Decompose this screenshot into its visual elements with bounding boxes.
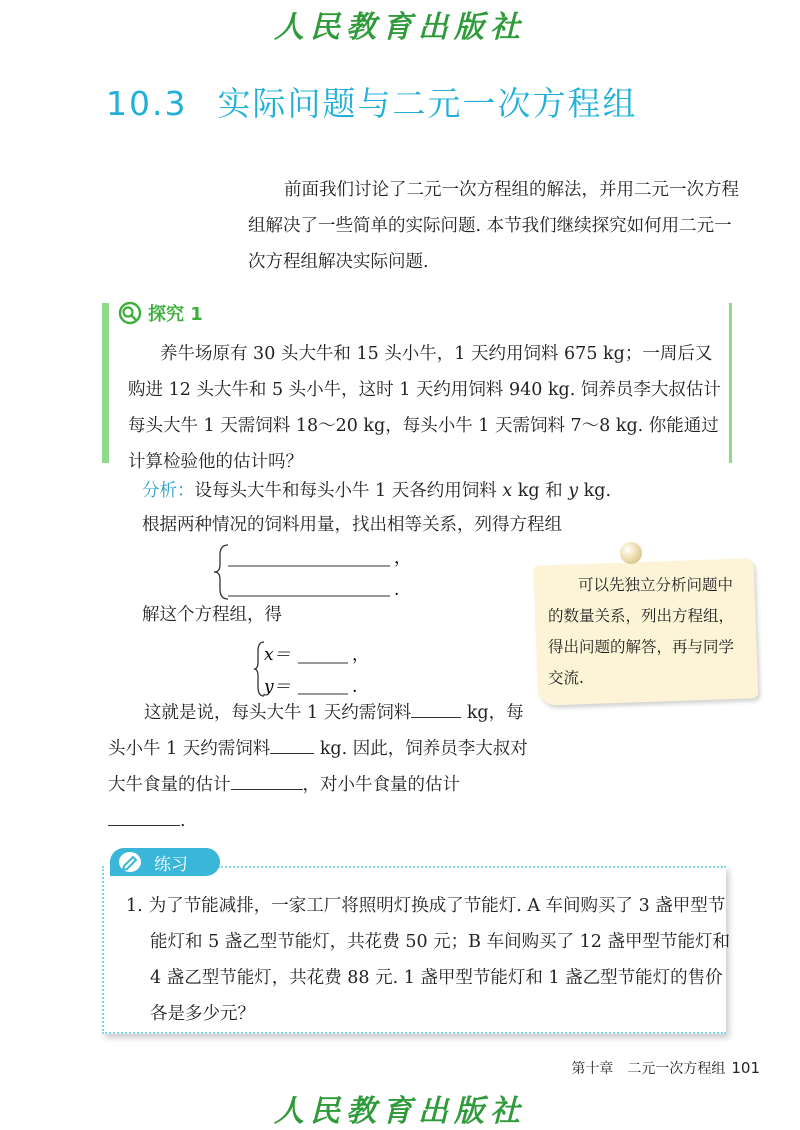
explore-icon: [118, 301, 142, 325]
question-number: 1.: [126, 896, 143, 916]
practice-label: 练习: [154, 854, 188, 875]
question-text: 为了节能减排，一家工厂将照明灯换成了节能灯. A 车间购买了 3 盏甲型节能灯和 5 盏乙型节能灯，共花费 50 元；B 车间购买了 12 盏甲型节能灯和 4 盏乙型节能灯，共花费 88 元. 1 盏甲型节能灯和 1 盏乙型节能灯的售价各是多少元？: [148, 896, 730, 1024]
var-x: x: [502, 481, 513, 501]
conclusion-part1: 这就是说，每头大牛 1 天约需饲料: [144, 703, 412, 723]
blank-small-estimate: [108, 824, 180, 826]
pin-icon: [620, 542, 642, 564]
solution-period: .: [352, 677, 358, 697]
blank-big-estimate: [231, 788, 303, 790]
relation-line: 根据两种情况的饲料用量，找出相等关系，列得方程组: [142, 515, 562, 535]
practice-top-border: [218, 866, 726, 868]
explore-header: [118, 300, 203, 326]
conclusion-part5: .: [180, 811, 186, 831]
section-title: [106, 78, 637, 125]
practice-tab: [110, 848, 220, 876]
page-footer: [500, 1058, 760, 1078]
pencil-icon: [118, 851, 142, 873]
conclusion-part4: ，对小牛食量的估计: [302, 775, 460, 795]
chapter-label: 第十章 二元一次方程组: [571, 1061, 726, 1077]
blank-small-cow: [270, 752, 314, 754]
var-y: y: [568, 481, 579, 501]
analysis-label: 分析：: [142, 481, 195, 501]
section-title-text: 实际问题与二元一次方程组: [217, 84, 638, 123]
solution-system-blank: [254, 638, 394, 700]
explore-label: 探究 1: [148, 304, 203, 325]
practice-question: [126, 888, 740, 1032]
conclusion-paragraph: [108, 695, 528, 839]
solve-line: 解这个方程组，得: [142, 605, 282, 625]
publisher-header: 人民教育出版社: [274, 10, 526, 45]
system-period: .: [394, 580, 400, 600]
conclusion-part2: kg，每头小牛 1 天约需饲料: [108, 703, 524, 759]
blank-big-cow: [411, 716, 461, 718]
solution-comma: ，: [352, 645, 369, 665]
intro-paragraph: 前面我们讨论了二元一次方程组的解法，并用二元一次方程组解决了一些简单的实际问题. 本节我们继续探究如何用二元一次方程组解决实际问题.: [248, 180, 739, 272]
solution-x: x＝: [264, 645, 291, 665]
analysis-lead: 设每头大牛和每头小牛 1 天各约用饲料: [194, 481, 497, 501]
analysis-line: [142, 473, 662, 509]
sticky-note-text: 可以先独立分析问题中的数量关系，列出方程组，得出问题的解答，再与同学交流.: [548, 576, 735, 687]
explore-right-bar: [729, 303, 732, 463]
analysis-unit2: kg.: [578, 481, 612, 501]
explore-left-bar: [102, 303, 109, 463]
publisher-footer: 人民教育出版社: [274, 1094, 526, 1129]
section-number: 10.3: [106, 84, 188, 123]
conclusion-part3: kg. 因此，饲养员李大叔对大牛食量的估计: [108, 739, 528, 795]
page-number: 101: [731, 1059, 760, 1077]
analysis-unit1: kg 和: [512, 481, 569, 501]
equation-system-blank: [214, 541, 414, 603]
system-comma: ，: [394, 548, 411, 568]
explore-text: 养牛场原有 30 头大牛和 15 头小牛，1 天约用饲料 675 kg；一周后又购进 12 头大牛和 5 头小牛，这时 1 天约用饲料 940 kg. 饲养员李大叔估计每头大牛 1 天需饲料 18～20 kg，每头小牛 1 天需饲料 7～8 kg. 你能通过计算检验他的估计吗？: [128, 344, 721, 472]
solution-y: y＝: [264, 677, 291, 697]
